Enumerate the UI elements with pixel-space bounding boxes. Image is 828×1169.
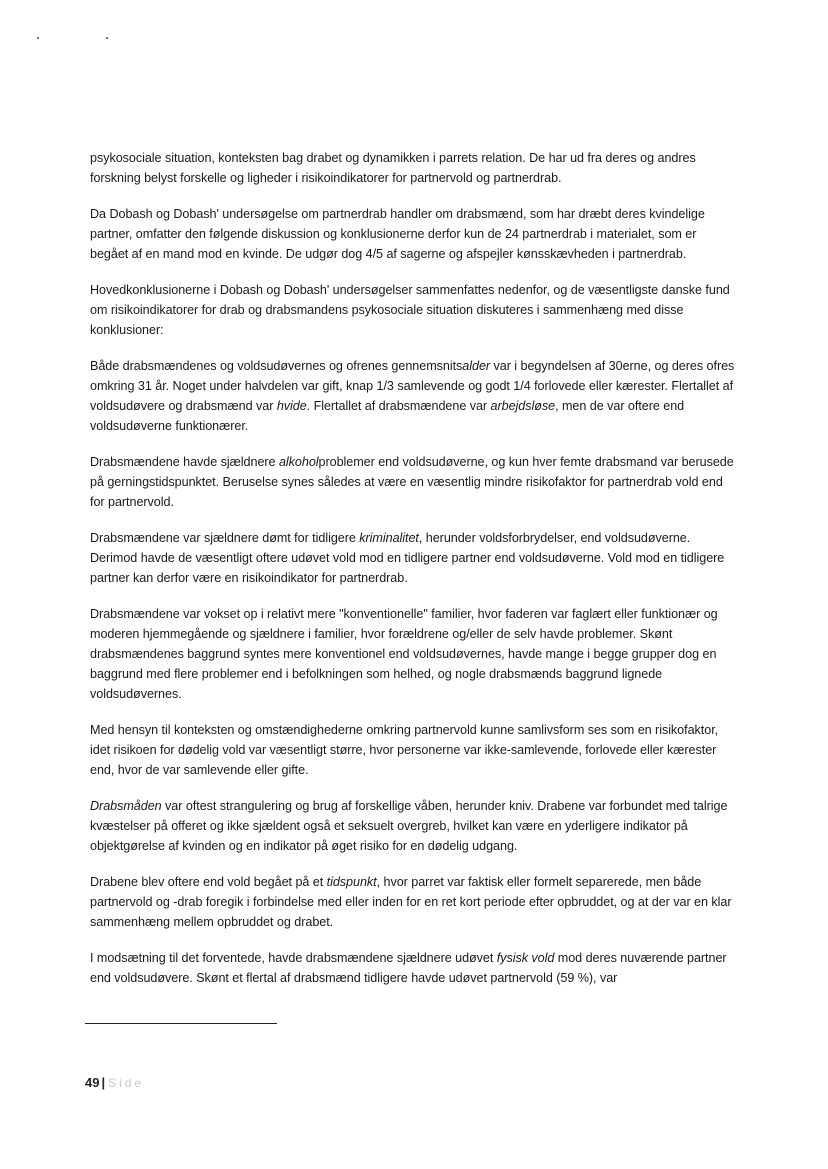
text-run: , hvor parret var faktisk eller formelt separerede, men både partnervold og -drab foregik i forbindelse med eller inden for en ret kort periode efter opbruddet, og at der var en klar sammenhæng mellem opbruddet og drabet.	[90, 875, 735, 929]
text-run: var i begyndelsen af 30erne, og deres ofres omkring 31 år. Noget under halvdelen var gift, knap 1/3 samlevende og godt 1/4 forlovede eller kærester. Flertallet af voldsudøvere og drabsmænd var	[90, 359, 738, 413]
text-run: , men de var oftere end voldsudøverne funktionærer.	[90, 399, 688, 433]
text-run: Drabsmændene havde sjældnere	[90, 455, 279, 469]
body-paragraph	[90, 796, 735, 856]
text-run: . Flertallet af drabsmændene var	[306, 399, 491, 413]
text-run: psykosociale situation, konteksten bag drabet og dynamikken i parrets relation. De har ud fra deres og andres forskning belyst forskelle og ligheder i risikoindikatorer for partnervold og partnerdrab.	[90, 151, 700, 185]
page-label: Side	[108, 1076, 145, 1090]
italic-text-run: alkohol	[278, 455, 319, 469]
text-run: Drabsmændene var sjældnere dømt for tidligere	[90, 531, 360, 545]
body-paragraph	[90, 528, 735, 588]
italic-text-run: Drabsmåden	[90, 799, 162, 813]
body-paragraph	[90, 356, 738, 436]
page-number: 49	[85, 1075, 100, 1090]
italic-text-run: hvide	[276, 399, 307, 413]
body-paragraph	[90, 204, 735, 264]
text-run: Med hensyn til konteksten og omstændighederne omkring partnervold kunne samlivsform ses som en risikofaktor, idet risikoen for dødelig vold var væsentligt større, hvor personerne var ikke-samlevende, forlovede eller kærester end, hvor de var samlevende eller gifte.	[90, 723, 722, 777]
scan-artifact-dot	[106, 37, 108, 39]
body-paragraph	[90, 280, 735, 340]
page-footer	[85, 1075, 144, 1090]
body-paragraph	[90, 872, 735, 932]
body-paragraph	[90, 948, 735, 988]
italic-text-run: fysisk vold	[496, 951, 555, 965]
body-paragraph	[90, 604, 735, 704]
italic-text-run: alder	[462, 359, 491, 373]
footnote-separator	[85, 1023, 277, 1024]
text-run: Drabene blev oftere end vold begået på et	[90, 875, 327, 889]
text-run: , herunder voldsforbrydelser, end voldsudøverne. Derimod havde de væsentligt oftere udøvet vold mod en tidligere partner end voldsudøverne. Vold mod en tidligere partner kan derfor være en risikoindikator for partnerdrab.	[90, 531, 728, 585]
body-paragraph	[90, 452, 738, 512]
text-run: mod deres nuværende partner end voldsudøvere. Skønt et flertal af drabsmænd tidligere havde udøvet partnervold (59 %), var	[90, 951, 731, 985]
text-run: var oftest strangulering og brug af forskellige våben, herunder kniv. Drabene var forbundet med talrige kvæstelser på offeret og ikke sjældent også et seksuelt overgreb, hvilket kan være en yderligere indikator på objektgørelse af kvinden og en indikator på øget risiko for en dødelig udgang.	[90, 799, 731, 853]
text-run: Drabsmændene var vokset op i relativt mere "konventionelle" familier, hvor faderen var faglært eller funktionær og moderen hjemmegående og sjældnere i familier, hvor forældrene og/eller de selv havde problemer. Skønt drabsmændenes baggrund syntes mere konventionel end voldsudøvernes, havde mange i begge grupper dog en baggrund med flere problemer end i befolkningen som helhed, og nogle drabsmænds baggrund lignede voldsudøvernes.	[90, 607, 722, 701]
text-run: Da Dobash og Dobash' undersøgelse om partnerdrab handler om drabsmænd, som har dræbt deres kvindelige partner, omfatter den følgende diskussion og konklusionerne derfor kun de 24 partnerdrab i materialet, som er begået af en mand mod en kvinde. De udgør dog 4/5 af sagerne og afspejler kønsskævheden i partnerdrab.	[90, 207, 709, 261]
footer-separator: |	[101, 1075, 106, 1090]
scan-artifact-dot	[37, 37, 39, 39]
italic-text-run: kriminalitet	[359, 531, 419, 545]
text-run: I modsætning til det forventede, havde drabsmændene sjældnere udøvet	[90, 951, 497, 965]
text-run: Både drabsmændenes og voldsudøvernes og ofrenes gennemsnits	[90, 359, 463, 373]
body-paragraph	[90, 148, 735, 188]
italic-text-run: tidspunkt	[326, 875, 377, 889]
body-paragraph	[90, 720, 735, 780]
text-run: problemer end voldsudøverne, og kun hver femte drabsmand var berusede på gerningstidspunktet. Beruselse synes således at være en væsentlig mindre risikofaktor for partnerdrab vold end for partnervold.	[90, 455, 738, 509]
text-run: Hovedkonklusionerne i Dobash og Dobash' undersøgelser sammenfattes nedenfor, og de væsentligste danske fund om risikoindikatorer for drab og drabsmandens psykosociale situation diskuteres i sammenhæng med disse konklusioner:	[90, 283, 734, 337]
italic-text-run: arbejdsløse	[490, 399, 556, 413]
document-body	[90, 148, 738, 1004]
